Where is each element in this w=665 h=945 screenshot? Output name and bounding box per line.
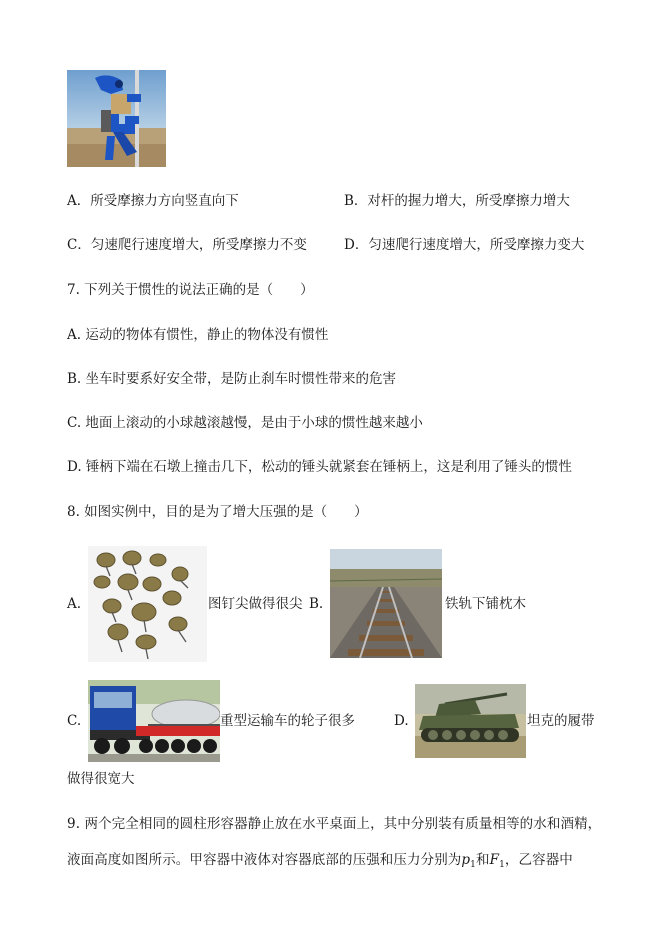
q7-option-a: A. 运动的物体有惯性，静止的物体没有惯性 bbox=[67, 327, 329, 343]
q7-option-d: D. 锤柄下端在石墩上撞击几下，松动的锤头就紧套在锤柄上，这是利用了锤头的惯性 bbox=[67, 459, 572, 475]
robot-climbing-pole-image bbox=[67, 70, 166, 167]
q6-option-b: B．对杆的握力增大，所受摩擦力增大 bbox=[344, 193, 570, 209]
q8-option-a-text: 图钉尖做得很尖 bbox=[208, 596, 303, 612]
q9-line-2-tail: ，乙容器中 bbox=[504, 852, 573, 868]
thumbtacks-image bbox=[88, 546, 207, 662]
q6-option-a: A．所受摩擦力方向竖直向下 bbox=[67, 193, 239, 209]
q8-option-d-letter: D. bbox=[394, 713, 409, 729]
q8-option-a-letter: A. bbox=[67, 596, 82, 612]
q8-option-c-text: 重型运输车的轮子很多 bbox=[220, 713, 355, 729]
q7-option-b: B. 坐车时要系好安全带，是防止刹车时惯性带来的危害 bbox=[67, 371, 397, 387]
q8-option-d-text-continued: 做得很宽大 bbox=[67, 771, 135, 787]
q8-stem: 8. 如图实例中，目的是为了增大压强的是（ ） bbox=[67, 504, 368, 520]
q8-option-b-letter: B. bbox=[309, 596, 324, 612]
railway-track-image bbox=[330, 549, 442, 658]
q7-stem: 7. 下列关于惯性的说法正确的是（ ） bbox=[67, 282, 314, 298]
var-p1: $p_1$ bbox=[461, 852, 476, 870]
q9-line-2-text: 液面高度如图所示。甲容器中液体对容器底部的压强和压力分别为 bbox=[67, 852, 462, 868]
tank-image bbox=[415, 684, 526, 758]
q8-option-d-text: 坦克的履带 bbox=[527, 713, 595, 729]
q8-option-b-text: 铁轨下铺枕木 bbox=[445, 596, 526, 612]
q7-option-c: C. 地面上滚动的小球越滚越慢，是由于小球的惯性越来越小 bbox=[67, 415, 423, 431]
var-f1: $F_1$ bbox=[489, 852, 505, 870]
q9-and: 和 bbox=[475, 852, 490, 868]
q6-option-c: C．匀速爬行速度增大，所受摩擦力不变 bbox=[67, 237, 307, 253]
q6-option-d: D．匀速爬行速度增大，所受摩擦力变大 bbox=[344, 237, 585, 253]
q9-line-1: 9. 两个完全相同的圆柱形容器静止放在水平桌面上，其中分别装有质量相等的水和酒精， bbox=[67, 816, 602, 832]
q9-line-2 bbox=[67, 851, 573, 874]
q8-option-c-letter: C. bbox=[67, 713, 82, 729]
heavy-transport-truck-image bbox=[88, 680, 220, 762]
